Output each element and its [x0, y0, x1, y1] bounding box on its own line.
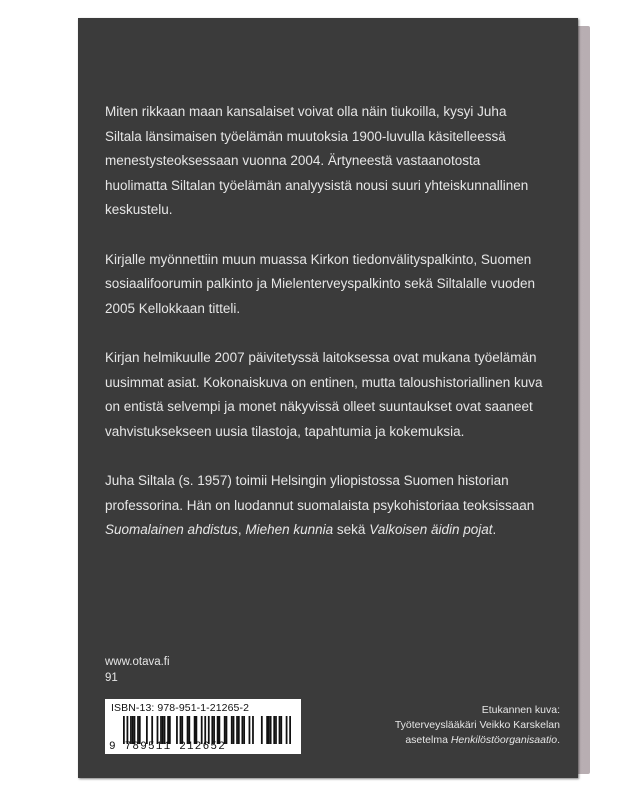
- barcode-bar: [188, 716, 190, 744]
- barcode-bar: [208, 716, 210, 744]
- barcode-bar: [187, 716, 189, 744]
- barcode-bar: [213, 716, 215, 744]
- barcode-bar: [137, 716, 139, 744]
- barcode-bar: [279, 716, 281, 744]
- barcode-bar: [231, 716, 233, 744]
- back-cover: [78, 18, 578, 778]
- book-title: Valkoisen äidin pojat: [369, 522, 493, 537]
- barcode-bar: [204, 716, 206, 744]
- blurb-text-run: Miten rikkaan maan kansalaiset voivat olla näin tiukoilla, kysyi Juha Siltala länsimaisen työelämän muutoksia 1900-luvulla käsitelleessä menestysteoksessaan vuonna 2004. Ärtyneestä vastaanotosta huolimatta Siltalan työelämän analyysistä nousi suuri yhteiskunnallinen keskustelu.: [105, 104, 529, 217]
- barcode-bar: [252, 716, 254, 744]
- barcode-bar: [226, 716, 228, 744]
- blurb-text-run: .: [492, 522, 497, 537]
- barcode-bar: [132, 716, 134, 744]
- barcode: [123, 716, 291, 744]
- barcode-bar: [233, 716, 235, 744]
- barcode-bar: [211, 716, 213, 744]
- barcode-bar: [130, 716, 132, 744]
- barcode-bar: [164, 716, 166, 744]
- barcode-bar: [127, 716, 129, 744]
- barcode-bar: [249, 716, 251, 744]
- cover-image-credit: [395, 703, 560, 748]
- blurb-paragraph: [105, 100, 545, 223]
- barcode-bar: [280, 716, 282, 744]
- barcode-bar: [218, 716, 220, 744]
- barcode-bar: [268, 716, 270, 744]
- barcode-bar: [243, 716, 245, 744]
- barcode-bar: [194, 716, 196, 744]
- isbn-label: ISBN-13: 978-951-1-21265-2: [111, 702, 250, 714]
- barcode-bar: [146, 716, 148, 744]
- credit-line-2: Työterveyslääkäri Veikko Karskelan: [394, 719, 560, 731]
- blurb-text-run: Kirjan helmikuulle 2007 päivitetyssä laitoksessa ovat mukana työelämän uusimmat asiat. Kokonaiskuva on entinen, mutta taloushistoriallinen kuva on entistä selvempi ja monet näkyvissä olleet suuntaukset ovat saaneet vahvistuksekseen uusia tilastoja, tapahtumia ja kokemuksia.: [105, 350, 543, 439]
- barcode-bar: [169, 716, 171, 744]
- barcode-bar: [139, 716, 141, 744]
- barcode-bar: [224, 716, 226, 744]
- barcode-bar: [160, 716, 162, 744]
- credit-line-3: asetelma Henkilöstöorganisaatio.: [405, 734, 560, 746]
- barcode-bar: [289, 716, 291, 744]
- barcode-bar: [162, 716, 164, 744]
- barcode-bar: [123, 716, 125, 744]
- barcode-bar: [241, 716, 243, 744]
- barcode-bar: [181, 716, 183, 744]
- publisher-website: www.otava.fi: [105, 656, 170, 668]
- blurb-text: [105, 100, 545, 568]
- barcode-bar: [134, 716, 136, 744]
- barcode-bar: [201, 716, 203, 744]
- blurb-text-run: sekä: [333, 522, 370, 537]
- blurb-text-run: Juha Siltala (s. 1957) toimii Helsingin yliopistossa Suomen historian professorina. Hän on luodannut suomalaista psykohistoriaa teoksissaan: [105, 473, 535, 513]
- credit-line-1: Etukannen kuva:: [481, 704, 560, 716]
- barcode-bar: [238, 716, 240, 744]
- isbn-barcode-box: [105, 699, 301, 754]
- barcode-bar: [286, 716, 288, 744]
- blurb-paragraph: [105, 346, 545, 444]
- publisher-info: [105, 654, 170, 686]
- barcode-bar: [157, 716, 159, 744]
- barcode-bar: [176, 716, 178, 744]
- barcode-bar: [217, 716, 219, 744]
- barcode-digits: 9 789511 212652: [109, 741, 227, 753]
- barcode-bar: [261, 716, 263, 744]
- book-title: Miehen kunnia: [245, 522, 334, 537]
- book-title: Suomalainen ahdistus: [105, 522, 238, 537]
- barcode-bar: [196, 716, 198, 744]
- barcode-bar: [275, 716, 277, 744]
- blurb-text-run: ,: [237, 522, 246, 537]
- barcode-bar: [167, 716, 169, 744]
- barcode-bar: [236, 716, 238, 744]
- blurb-paragraph: [105, 248, 545, 322]
- blurb-text-run: Kirjalle myönnettiin muun muassa Kirkon tiedonvälityspalkinto, Suomen sosiaalifoorumin palkinto ja Mielenterveyspalkinto sekä Siltalalle vuoden 2005 Kellokkaan titteli.: [105, 251, 535, 316]
- barcode-bar: [273, 716, 275, 744]
- barcode-bar: [270, 716, 272, 744]
- blurb-paragraph: [105, 469, 545, 543]
- classification-code: 91: [105, 672, 118, 684]
- barcode-bar: [266, 716, 268, 744]
- barcode-bar: [151, 716, 153, 744]
- barcode-bar: [180, 716, 182, 744]
